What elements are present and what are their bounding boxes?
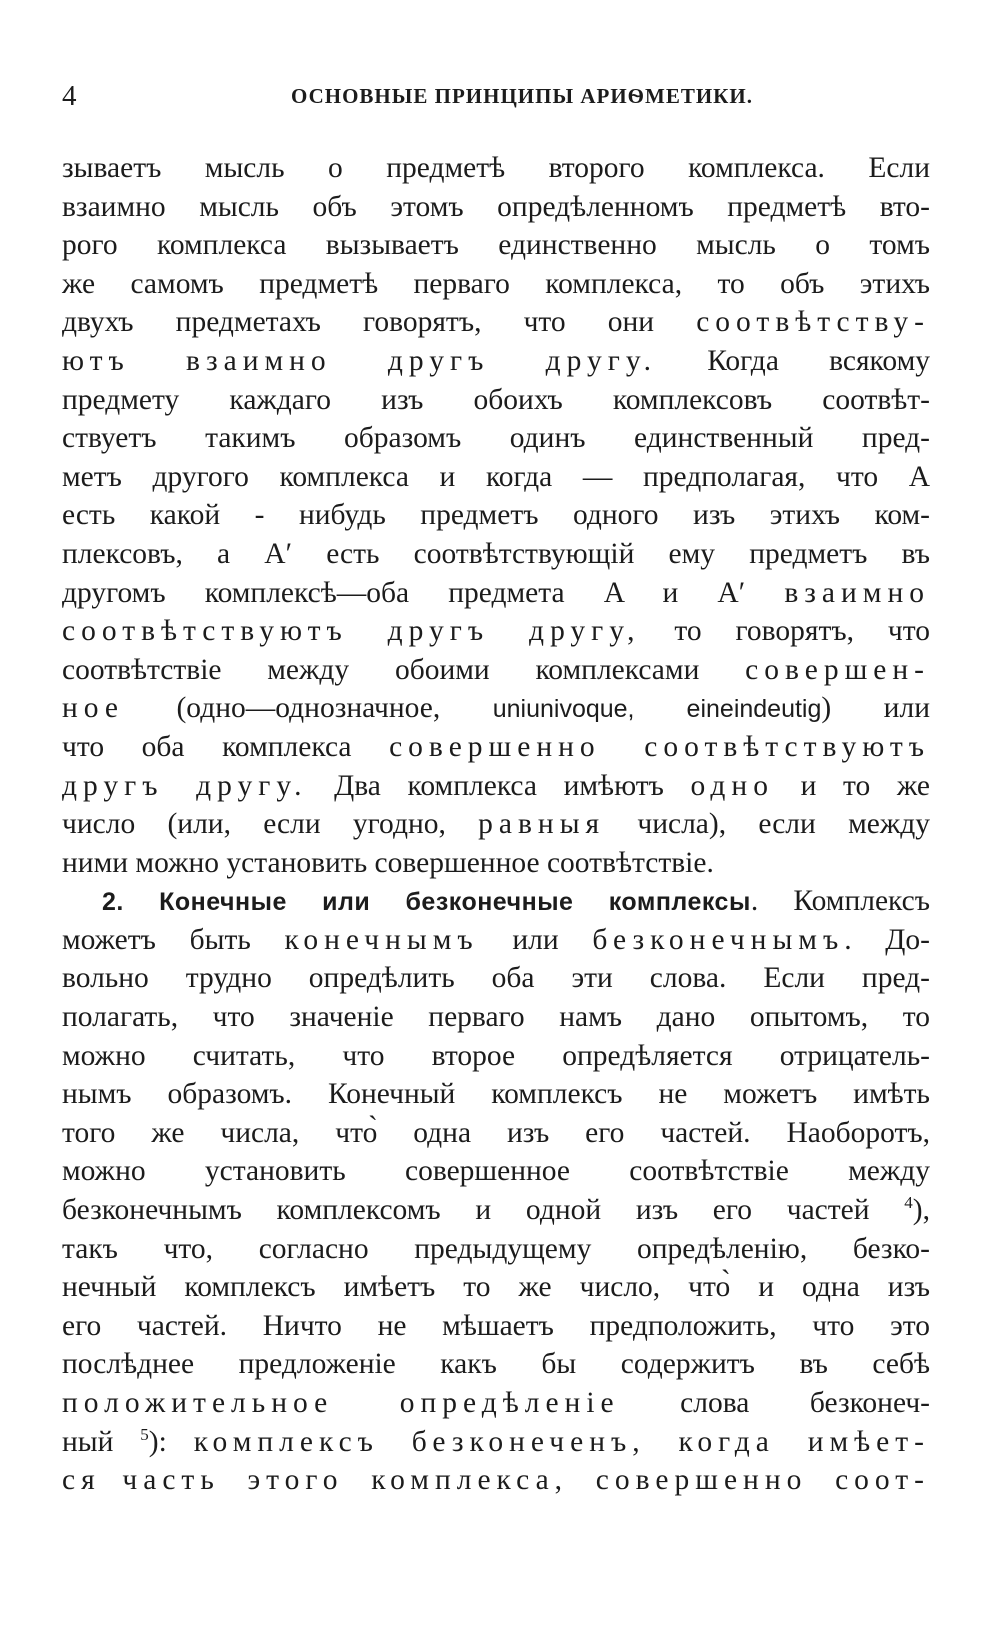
text-line <box>62 1075 930 1114</box>
text-run: другомъ комплексѣ—оба предмета A и A′ <box>62 576 785 609</box>
text-line <box>62 728 930 767</box>
text-line <box>62 1461 930 1500</box>
text-line <box>62 612 930 651</box>
text-line <box>62 342 930 381</box>
text-run: ): <box>148 1425 194 1458</box>
spaced-emphasis: часть этого комплекса, совершенно соот- <box>122 1464 931 1497</box>
spaced-emphasis: ное <box>62 692 124 725</box>
page-header <box>62 76 932 116</box>
text-line <box>62 496 930 535</box>
text-line <box>62 844 930 883</box>
text-run: такъ что, согласно предыдущему опредѣленію, безко- <box>62 1232 930 1265</box>
text-run: рого комплекса вызываетъ единственно мысль о томъ <box>62 229 930 262</box>
text-line <box>62 1114 930 1153</box>
text-run <box>101 1464 123 1496</box>
text-line <box>62 458 930 497</box>
text-run: плексовъ, а A′ есть соотвѣтствующій ему предметъ въ <box>62 537 930 570</box>
text-run: нымъ образомъ. Конечный комплексъ не можетъ имѣть <box>62 1078 930 1111</box>
text-run: соотвѣтствіе между обоими комплексами <box>62 653 746 686</box>
footnote-marker: 4 <box>904 1193 913 1213</box>
text-run: слова безконеч- <box>619 1387 930 1419</box>
text-run: предмету каждаго изъ обоихъ комплексовъ соотвѣт- <box>62 383 930 416</box>
spaced-emphasis: положительное опредѣленіе <box>62 1387 620 1419</box>
footnote-marker: 5 <box>140 1424 149 1444</box>
text-line <box>62 689 930 728</box>
text-line <box>62 1345 930 1384</box>
text-line <box>62 1268 930 1307</box>
spaced-emphasis: совершен- <box>745 653 930 686</box>
text-line <box>62 226 930 265</box>
foreign-terms: uniunivoque, eineindeutig <box>492 695 822 724</box>
text-line <box>62 767 930 806</box>
spaced-emphasis: одно <box>690 769 774 802</box>
spaced-emphasis: комплексъ безконеченъ, когда имѣет- <box>193 1425 930 1458</box>
spaced-emphasis: ся <box>62 1464 101 1497</box>
text-run: послѣднее предложеніе какъ бы содержитъ въ себѣ <box>62 1348 930 1381</box>
text-line <box>62 1152 930 1191</box>
spaced-emphasis: безконечнымъ <box>592 923 845 956</box>
text-line <box>62 188 930 227</box>
text-run: нечный комплексъ имѣетъ то же число, что̀ и одна изъ <box>62 1271 930 1304</box>
spaced-emphasis: взаимно <box>784 576 930 609</box>
text-line <box>62 959 930 998</box>
spaced-emphasis: конечнымъ <box>284 923 479 956</box>
text-line <box>62 1307 930 1346</box>
spaced-emphasis: равныя <box>478 808 606 841</box>
text-run: метъ другого комплекса и когда — предполагая, что A <box>62 460 930 493</box>
page-number: 4 <box>62 80 77 112</box>
text-run: вольно трудно опредѣлить оба эти слова. Если пред- <box>62 962 930 995</box>
spaced-emphasis: соотвѣтству- <box>696 306 930 339</box>
text-run: или <box>478 923 593 956</box>
text-run: можно считать, что второе опредѣляется отрицатель- <box>62 1039 930 1072</box>
text-run: Когда всякому <box>657 344 930 377</box>
text-run: есть какой - нибудь предметъ одного изъ этихъ ком- <box>62 499 930 532</box>
text-run: ) или <box>821 692 930 725</box>
text-run: (одно—однозначное, <box>124 692 493 725</box>
text-run: можно установить совершенное соотвѣтствіе между <box>62 1155 930 1188</box>
spaced-emphasis: совершенно соотвѣтствуютъ <box>389 730 930 763</box>
running-title: ОСНОВНЫЕ ПРИНЦИПЫ АРИѲМЕТИКИ. <box>291 84 753 108</box>
text-run: взаимно мысль объ этомъ опредѣленномъ предметѣ вто- <box>62 190 930 223</box>
text-run: же самомъ предметѣ перваго комплекса, то объ этихъ <box>62 267 930 300</box>
text-line <box>62 805 930 844</box>
text-line <box>62 1423 930 1462</box>
spaced-emphasis: другъ другу. <box>62 769 308 802</box>
text-line <box>62 149 930 188</box>
text-run: что оба комплекса <box>62 730 390 763</box>
text-line <box>62 1384 930 1423</box>
text-run: число (или, если угодно, <box>62 808 479 841</box>
spaced-emphasis: ютъ взаимно другъ другу. <box>62 344 657 377</box>
text-line <box>62 1230 930 1269</box>
text-run: ними можно установить совершенное соотвѣтствіе. <box>62 846 714 879</box>
text-run: можетъ быть <box>62 923 285 956</box>
text-run: полагать, что значеніе перваго намъ дано опытомъ, то <box>62 1001 930 1034</box>
body-text <box>62 149 930 1500</box>
text-line <box>62 651 930 690</box>
text-run: числа), если между <box>605 808 930 841</box>
text-line <box>62 303 930 342</box>
text-run: безконечнымъ комплексомъ и одной изъ его частей <box>62 1194 905 1227</box>
section-heading: 2. Конечные или безконечные комплексы <box>102 888 751 917</box>
text-line <box>62 381 930 420</box>
text-line <box>62 882 930 921</box>
text-line <box>62 535 930 574</box>
text-line <box>62 574 930 613</box>
text-line <box>62 419 930 458</box>
text-run: ствуетъ такимъ образомъ одинъ единственный пред- <box>62 422 930 455</box>
text-run: того же числа, что̀ одна изъ его частей. Наоборотъ, <box>62 1116 930 1149</box>
text-run: то говорятъ, что <box>640 615 930 648</box>
text-run: его частей. Ничто не мѣшаетъ предположить, что это <box>62 1309 930 1342</box>
text-run: Два комплекса имѣютъ <box>307 769 691 802</box>
text-line <box>62 921 930 960</box>
text-line <box>62 1037 930 1076</box>
text-run: двухъ предметахъ говорятъ, что они <box>62 306 697 339</box>
text-run: . До- <box>844 923 930 956</box>
text-line <box>62 265 930 304</box>
text-run: и то же <box>773 769 930 802</box>
spaced-emphasis: соотвѣтствуютъ другъ другу, <box>62 615 641 648</box>
text-run: . Комплексъ <box>750 885 930 918</box>
text-run: ), <box>912 1194 930 1227</box>
text-line <box>62 1191 930 1230</box>
text-run: зываетъ мысль о предметѣ второго комплекса. Если <box>62 152 930 184</box>
text-line <box>62 998 930 1037</box>
text-run: ный <box>62 1425 141 1458</box>
